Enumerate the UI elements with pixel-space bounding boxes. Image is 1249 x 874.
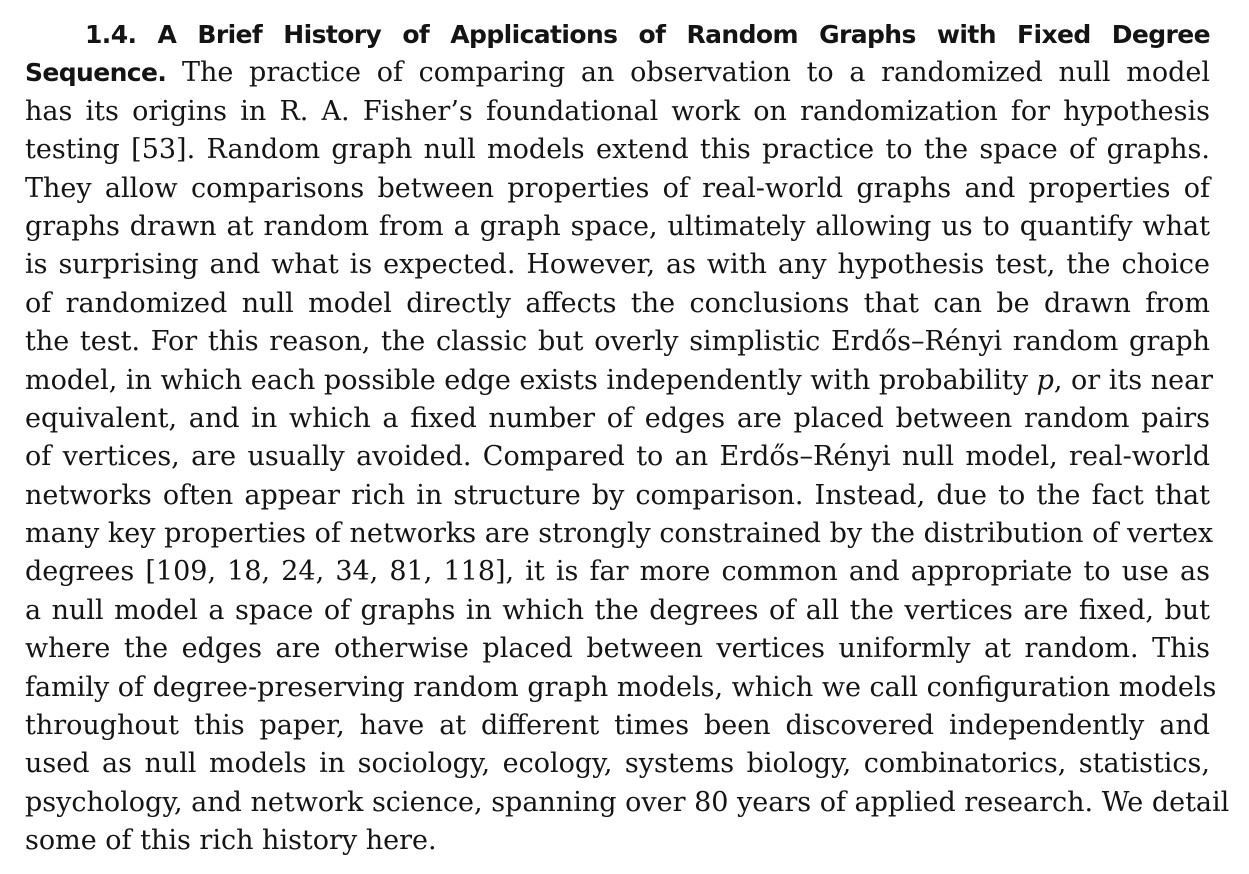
math-variable: p [1036,364,1054,396]
text-line-1 [25,54,1210,92]
text-line-3: testing [53]. Random graph null models extend this practice to the space of graphs. [25,134,1210,166]
text-line-5: graphs drawn at random from a graph space, ultimately allowing us to quantify what [25,210,1210,242]
section-title-continued: Sequence. [25,58,167,88]
text-line-19: used as null models in sociology, ecology, systems biology, combinatorics, statistics, [25,748,1210,780]
paragraph-text: model, in which each possible edge exists independently with probability [25,364,1037,396]
section-heading-line [25,16,1210,54]
text-line-10: equivalent, and in which a fixed number of edges are placed between random pairs [25,402,1210,434]
text-line-15: a null model a space of graphs in which the degrees of all the vertices are fixed, but [25,594,1210,626]
text-line-8: the test. For this reason, the classic but overly simplistic Erdős–Rényi random graph [25,326,1210,358]
paragraph-text: , or its near [1053,364,1214,396]
text-line-6: is surprising and what is expected. However, as with any hypothesis test, the choice [25,249,1210,281]
text-line-2: has its origins in R. A. Fisher’s foundational work on randomization for hypothesis [25,95,1210,127]
section-number: 1.4. [85,20,137,49]
text-line-14: degrees [109, 18, 24, 34, 81, 118], it is far more common and appropriate to use as [25,556,1210,588]
text-line-18: throughout this paper, have at different times been discovered independently and [25,710,1210,742]
text-line-16: where the edges are otherwise placed between vertices uniformly at random. This [25,633,1210,665]
text-line-7: of randomized null model directly affects the conclusions that can be drawn from [25,287,1210,319]
text-line-21: some of this rich history here. [25,825,437,857]
text-line-13: many key properties of networks are strongly constrained by the distribution of vertex [25,518,1214,550]
paper-section [25,16,1230,861]
paragraph-text: The practice of comparing an observation to a randomized null model [166,57,1210,89]
text-line-11: of vertices, are usually avoided. Compared to an Erdős–Rényi null model, real-world [25,441,1210,473]
section-title: A Brief History of Applications of Random Graphs with Fixed Degree [157,20,1210,49]
text-line-9 [25,362,1214,400]
text-line-12: networks often appear rich in structure by comparison. Instead, due to the fact that [25,479,1210,511]
text-line-20: psychology, and network science, spanning over 80 years of applied research. We detail [25,786,1230,818]
text-line-17: family of degree-preserving random graph models, which we call configuration models [25,671,1217,703]
text-line-4: They allow comparisons between properties of real-world graphs and properties of [25,172,1210,204]
